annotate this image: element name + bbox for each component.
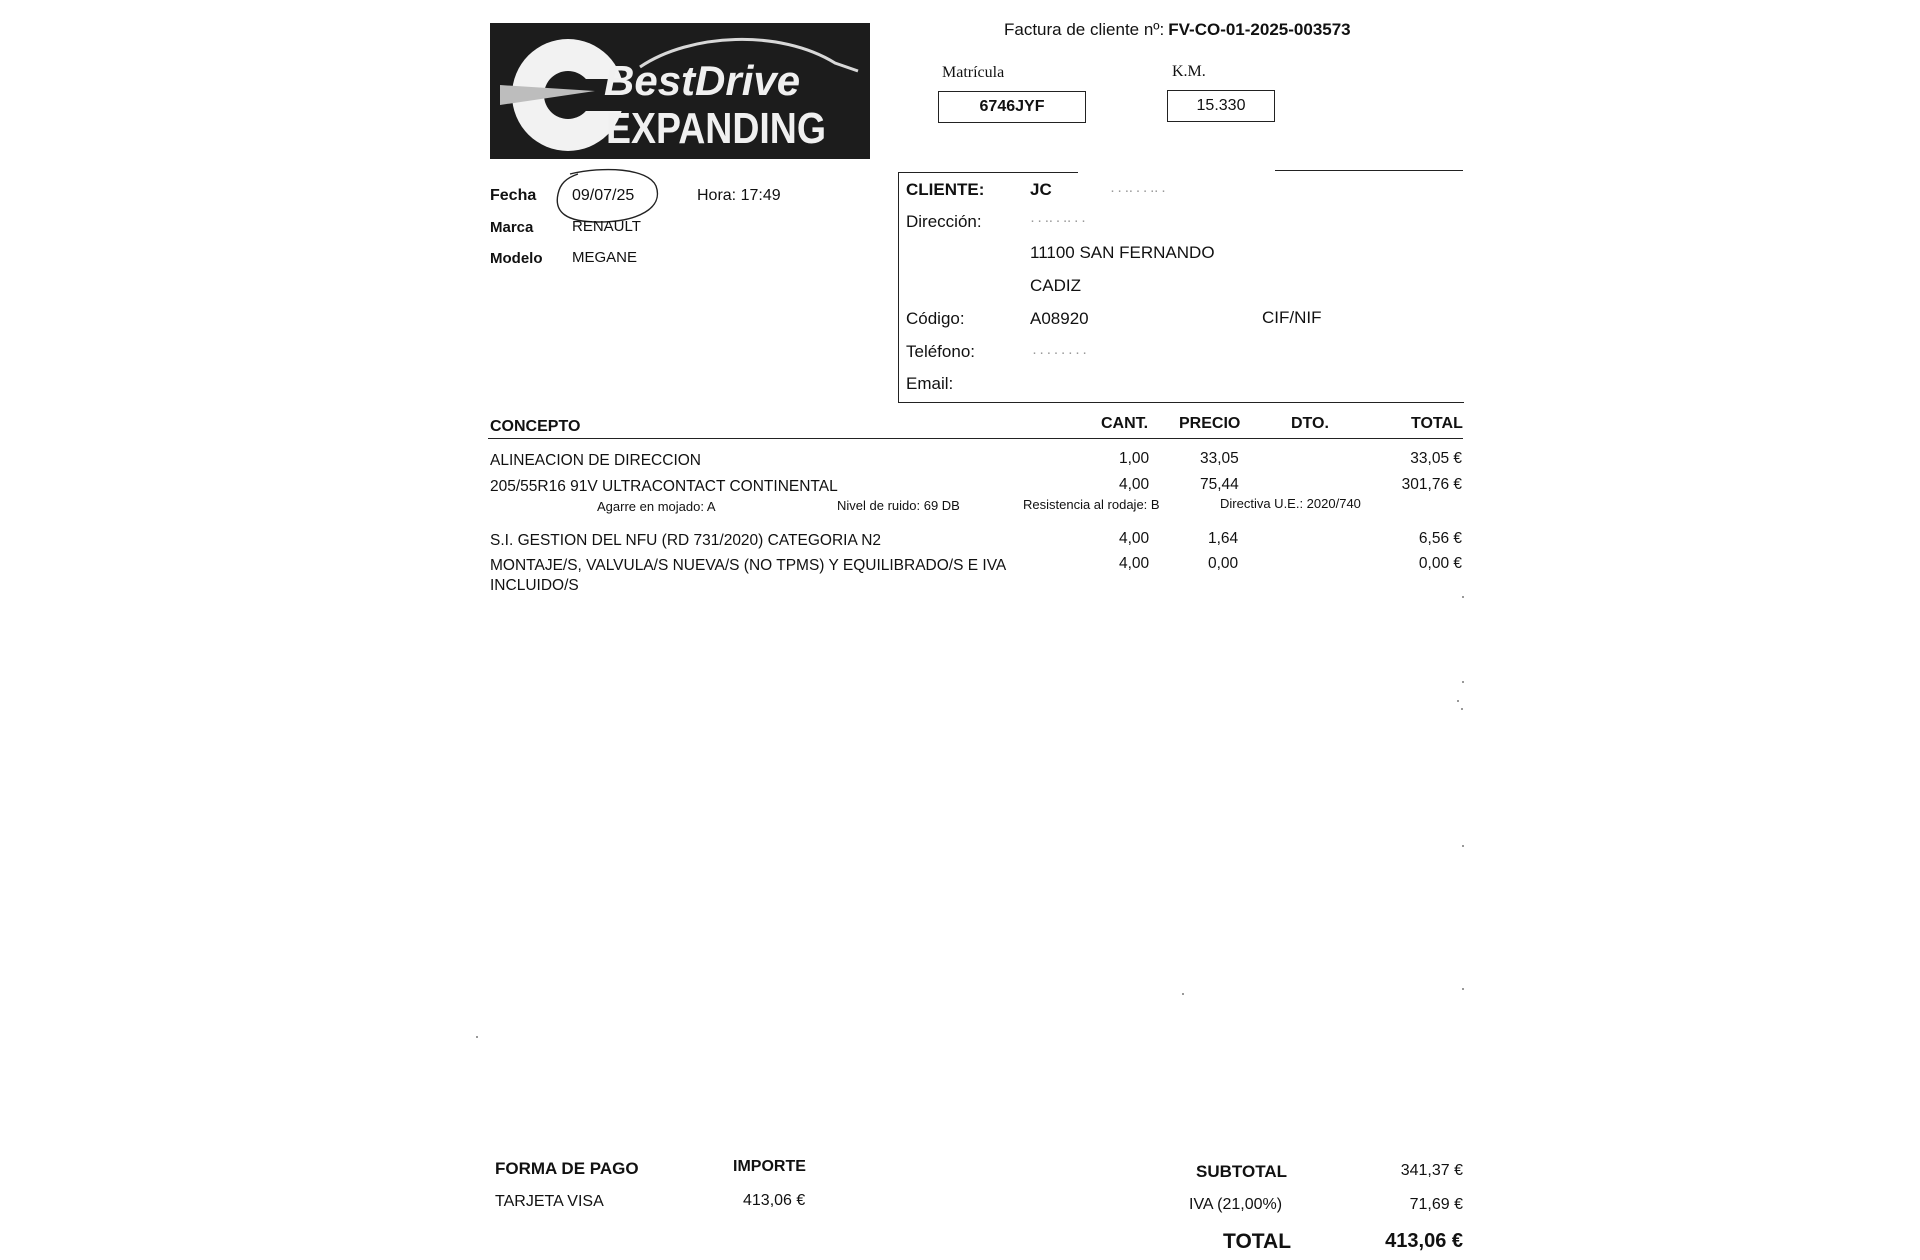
table-row-cant: 1,00 (1119, 450, 1150, 467)
invoice-number: FV-CO-01-2025-003573 (1168, 20, 1351, 39)
table-row-cant: 4,00 (1119, 555, 1150, 572)
brand-logo (490, 23, 870, 159)
table-row-cant: 4,00 (1119, 530, 1150, 547)
col-precio: PRECIO (1179, 415, 1241, 432)
km-label: K.M. (1172, 63, 1206, 80)
table-row-total: 301,76 € (1401, 476, 1462, 493)
telefono-label: Teléfono: (906, 342, 975, 361)
client-province: CADIZ (1030, 276, 1081, 295)
table-row-concepto-cont: INCLUIDO/S (490, 577, 579, 594)
matricula-box (938, 91, 1086, 123)
tyre-ruido: Nivel de ruido: 69 DB (837, 498, 960, 513)
payment-method: TARJETA VISA (495, 1193, 604, 1210)
client-box-top-rule-right (1275, 170, 1463, 171)
brand-line1: BestDrive (604, 57, 801, 104)
modelo-value: MEGANE (572, 249, 638, 266)
table-row-precio: 75,44 (1200, 476, 1239, 493)
col-concepto: CONCEPTO (490, 418, 581, 435)
codigo-label: Código: (906, 309, 965, 328)
cliente-redacted: · · ·· · · ·· · (1110, 182, 1165, 199)
subtotal-label: SUBTOTAL (1196, 1162, 1287, 1181)
fecha-value: 09/07/25 (572, 187, 635, 204)
marca-label: Marca (490, 219, 534, 236)
direccion-redacted: · · ·· · ·· · · (1030, 212, 1085, 229)
importe-label: IMPORTE (733, 1158, 806, 1175)
scan-speck (1462, 596, 1464, 598)
cliente-value: JC (1030, 180, 1052, 199)
email-label: Email: (906, 374, 954, 393)
brand-line2: EXPANDING (606, 104, 826, 153)
client-city: 11100 SAN FERNANDO (1030, 243, 1215, 262)
tyre-directiva: Directiva U.E.: 2020/740 (1220, 496, 1361, 511)
client-box-top-rule (898, 172, 1078, 173)
tyre-resistencia: Resistencia al rodaje: B (1023, 497, 1160, 512)
table-row-precio: 0,00 (1208, 555, 1239, 572)
tyre-agarre: Agarre en mojado: A (597, 499, 716, 514)
scan-speck (1462, 681, 1464, 683)
payment-amount: 413,06 € (743, 1192, 806, 1209)
total-label: TOTAL (1223, 1230, 1292, 1253)
matricula-label: Matrícula (942, 64, 1005, 81)
invoice-number-line (1004, 20, 1351, 40)
subtotal-value: 341,37 € (1400, 1162, 1463, 1179)
hora-value: 17:49 (740, 187, 781, 204)
col-cant: CANT. (1101, 415, 1149, 432)
total-value: 413,06 € (1385, 1230, 1463, 1252)
scan-speck (476, 1036, 478, 1038)
codigo-value: A08920 (1030, 309, 1089, 328)
km-box (1167, 90, 1275, 122)
table-row-concepto: ALINEACION DE DIRECCION (490, 452, 702, 469)
forma-pago-label: FORMA DE PAGO (495, 1159, 639, 1178)
table-header-rule (488, 438, 1463, 439)
table-row-concepto: S.I. GESTION DEL NFU (RD 731/2020) CATEGORIA N2 (490, 532, 882, 549)
table-row-concepto: MONTAJE/S, VALVULA/S NUEVA/S (NO TPMS) Y EQUILIBRADO/S E IVA (490, 557, 1007, 574)
hora (697, 187, 781, 205)
table-row-total: 33,05 € (1410, 450, 1462, 467)
matricula-value: 6746JYF (979, 98, 1045, 115)
table-row-precio: 33,05 (1200, 450, 1239, 467)
scan-speck (1462, 988, 1464, 990)
col-total: TOTAL (1411, 415, 1463, 432)
hora-label: Hora: (697, 187, 737, 204)
client-box (898, 172, 1464, 403)
direccion-label: Dirección: (906, 212, 982, 231)
fecha-label: Fecha (490, 187, 537, 204)
invoice-label: Factura de cliente nº: (1004, 20, 1165, 39)
marca-value: RENAULT (572, 218, 641, 235)
brand-logo-graphic (490, 23, 870, 159)
table-row-total: 6,56 € (1418, 530, 1462, 547)
scan-speck (1462, 845, 1464, 847)
scan-speck (1457, 700, 1459, 702)
modelo-label: Modelo (490, 250, 543, 267)
table-row-total: 0,00 € (1418, 555, 1462, 572)
table-row-precio: 1,64 (1208, 530, 1239, 547)
telefono-redacted: · · · · · · · · (1032, 344, 1087, 361)
iva-label: IVA (21,00%) (1189, 1196, 1283, 1213)
table-row-cant: 4,00 (1119, 476, 1150, 493)
km-value: 15.330 (1196, 97, 1246, 114)
cliente-label: CLIENTE: (906, 180, 985, 199)
scan-speck (1182, 993, 1184, 995)
col-dto: DTO. (1291, 415, 1329, 432)
iva-value: 71,69 € (1409, 1196, 1463, 1213)
cif-label: CIF/NIF (1262, 308, 1322, 327)
scan-speck (1461, 708, 1463, 710)
table-row-concepto: 205/55R16 91V ULTRACONTACT CONTINENTAL (490, 478, 838, 495)
